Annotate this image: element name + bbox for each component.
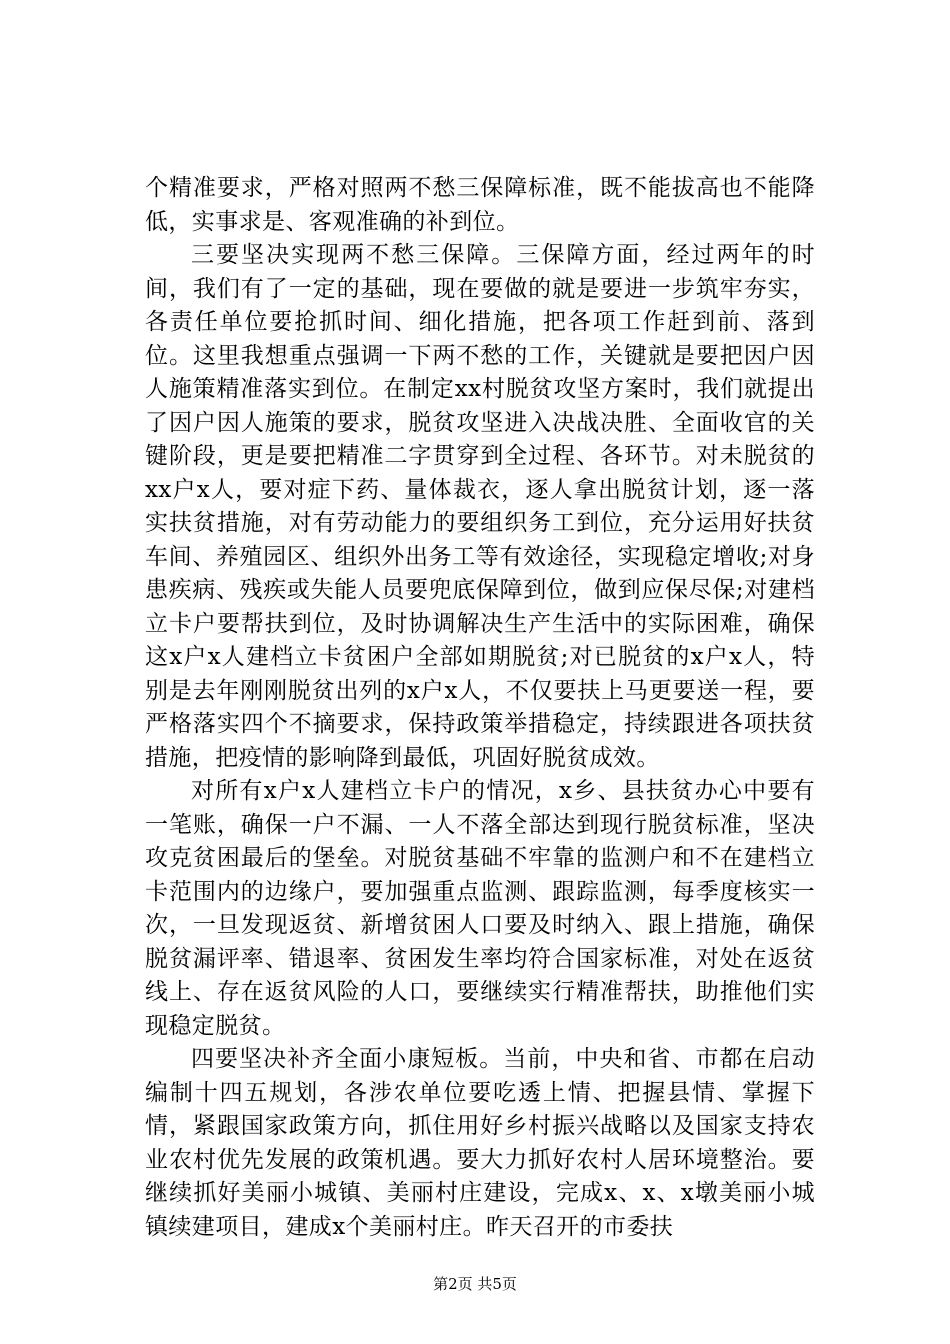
paragraph-continuation: 个精准要求，严格对照两不愁三保障标准，既不能拔高也不能降低，实事求是、客观准确的补到位。 bbox=[145, 175, 815, 235]
document-body bbox=[145, 172, 815, 1244]
paragraph-three-guarantees: 三要坚决实现两不愁三保障。三保障方面，经过两年的时间，我们有了一定的基础，现在要做的就是要进一步筑牢夯实，各责任单位要抢抓时间、细化措施，把各项工作赶到前、落到位。这里我想重点强调一下两不愁的工作，关键就是要把因户因人施策精准落实到位。在制定xx村脱贫攻坚方案时，我们就提出了因户因人施策的要求，脱贫攻坚进入决战决胜、全面收官的关键阶段，更是要把精准二字贯穿到全过程、各环节。对未脱贫的xx户x人，要对症下药、量体裁衣，逐人拿出脱贫计划，逐一落实扶贫措施，对有劳动能力的要组织务工到位，充分运用好扶贫车间、养殖园区、组织外出务工等有效途径，实现稳定增收;对身患疾病、残疾或失能人员要兜底保障到位，做到应保尽保;对建档立卡户要帮扶到位，及时协调解决生产生活中的实际困难，确保这x户x人建档立卡贫困户全部如期脱贫;对已脱贫的x户x人，特别是去年刚刚脱贫出列的x户x人，不仅要扶上马更要送一程，要严格落实四个不摘要求，保持政策举措稳定，持续跟进各项扶贫措施，把疫情的影响降到最低，巩固好脱贫成效。 bbox=[145, 242, 815, 771]
paragraph-moderate-prosperity: 四要坚决补齐全面小康短板。当前，中央和省、市都在启动编制十四五规划，各涉农单位要吃透上情、把握县情、掌握下情，紧跟国家政策方向，抓住用好乡村振兴战略以及国家支持农业农村优先发展的政策机遇。要大力抓好农村人居环境整治。要继续抓好美丽小城镇、美丽村庄建设，完成x、x、x墩美丽小城镇续建项目，建成x个美丽村庄。昨天召开的市委扶 bbox=[145, 1046, 815, 1240]
page-footer: 第2页 共5页 bbox=[433, 1275, 517, 1293]
paragraph-household-tracking: 对所有x户x人建档立卡户的情况，x乡、县扶贫办心中要有一笔账，确保一户不漏、一人不落全部达到现行脱贫标准，坚决攻克贫困最后的堡垒。对脱贫基础不牢靠的监测户和不在建档立卡范围内的边缘户，要加强重点监测、跟踪监测，每季度核实一次，一旦发现返贫、新增贫困人口要及时纳入、跟上措施，确保脱贫漏评率、错退率、贫困发生率均符合国家标准，对处在返贫线上、存在返贫风险的人口，要继续实行精准帮扶，助推他们实现稳定脱贫。 bbox=[145, 778, 815, 1039]
